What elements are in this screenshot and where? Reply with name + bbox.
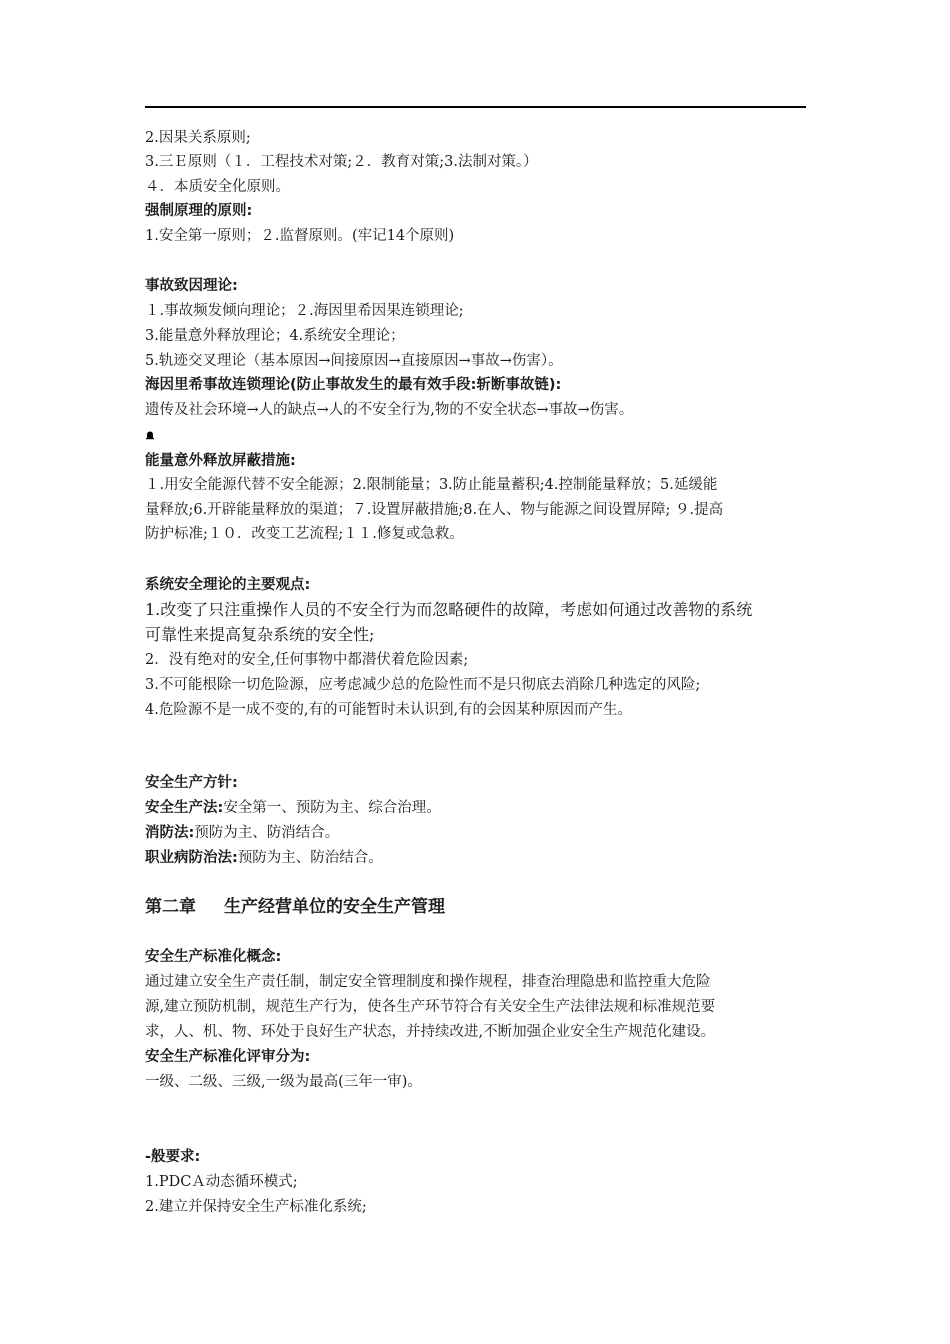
section-heading: 海因里希事故连锁理论(防止事故发生的最有效手段:斩断事故链): xyxy=(145,377,562,393)
text-line: ４．本质安全化原则。 xyxy=(145,179,290,195)
text-line xyxy=(145,823,810,843)
header-rule xyxy=(145,106,806,108)
inline-label: 消防法: xyxy=(145,825,195,841)
section-heading: 系统安全理论的主要观点: xyxy=(145,577,311,593)
inline-label: 职业病防治法: xyxy=(145,850,238,866)
section-heading: 安全生产标准化概念: xyxy=(145,949,282,965)
text-line: 防护标准;１０．改变工艺流程;１１.修复或急救。 xyxy=(145,526,464,542)
text-line: 一级、二级、三级,一级为最高(三年一审)。 xyxy=(145,1074,422,1090)
chapter-number: 第二章 xyxy=(145,897,196,917)
text-line: 1.改变了只注重操作人员的不安全行为而忽略硬件的故障，考虑如何通过改善物的系统 xyxy=(145,600,753,619)
inline-label: 安全生产法: xyxy=(145,800,224,816)
text-line: 源,建立预防机制，规范生产行为，使各生产环节符合有关安全生产法律法规和标准规范要 xyxy=(145,999,716,1015)
text-line: 量释放;6.开辟能量释放的渠道；７.设置屏蔽措施;8.在人、物与能源之间设置屏障; ９.提高 xyxy=(145,502,724,518)
inline-value: 预防为主、防消结合。 xyxy=(194,825,340,841)
text-line: 2.因果关系原则; xyxy=(145,130,251,146)
text-line: 3.不可能根除一切危险源，应考虑减少总的危险性而不是只彻底去消除几种选定的风险; xyxy=(145,677,701,693)
text-line: 可靠性来提高复杂系统的安全性; xyxy=(145,625,375,644)
section-heading: -般要求: xyxy=(145,1149,201,1165)
section-heading: 安全生产标准化评审分为: xyxy=(145,1049,311,1065)
bell-icon xyxy=(145,430,155,440)
section-heading: 事故致因理论: xyxy=(145,278,238,294)
text-line: 1.安全第一原则；２.监督原则。(牢记14个原则) xyxy=(145,228,455,244)
text-line: 4.危险源不是一成不变的,有的可能暂时未认识到,有的会因某种原因而产生。 xyxy=(145,702,633,718)
text-line: 通过建立安全生产责任制，制定安全管理制度和操作规程，排查治理隐患和监控重大危险 xyxy=(145,974,711,990)
text-line: 2．没有绝对的安全,任何事物中都潜伏着危险因素; xyxy=(145,652,469,668)
text-line: １.用安全能源代替不安全能源；2.限制能量；3.防止能量蓄积;4.控制能量释放；5.延缓能 xyxy=(145,477,718,493)
section-heading: 能量意外释放屏蔽措施: xyxy=(145,453,296,469)
text-line xyxy=(145,848,810,868)
text-line: 遗传及社会环境→人的缺点→人的不安全行为,物的不安全状态→事故→伤害。 xyxy=(145,402,634,418)
text-line: 1.PDCＡ动态循环模式; xyxy=(145,1174,298,1190)
chapter-name: 生产经营单位的安全生产管理 xyxy=(224,897,445,917)
text-line: 5.轨迹交叉理论（基本原因→间接原因→直接原因→事故→伤害）。 xyxy=(145,353,563,369)
inline-value: 安全第一、预防为主、综合治理。 xyxy=(223,800,441,816)
text-line: 2.建立并保持安全生产标准化系统; xyxy=(145,1199,367,1215)
inline-value: 预防为主、防治结合。 xyxy=(237,850,383,866)
section-heading: 安全生产方针: xyxy=(145,775,238,791)
text-line: 求，人、机、物、环处于良好生产状态，并持续改进,不断加强企业安全生产规范化建设。 xyxy=(145,1024,716,1040)
chapter-title xyxy=(145,897,810,917)
text-line: 3.三Ｅ原则（１．工程技术对策;２．教育对策;3.法制对策。） xyxy=(145,154,538,170)
text-line: 3.能量意外释放理论；4.系统安全理论； xyxy=(145,328,405,344)
text-line: １.事故频发倾向理论；２.海因里希因果连锁理论; xyxy=(145,303,464,319)
text-line xyxy=(145,798,810,818)
section-heading: 强制原理的原则: xyxy=(145,203,253,219)
